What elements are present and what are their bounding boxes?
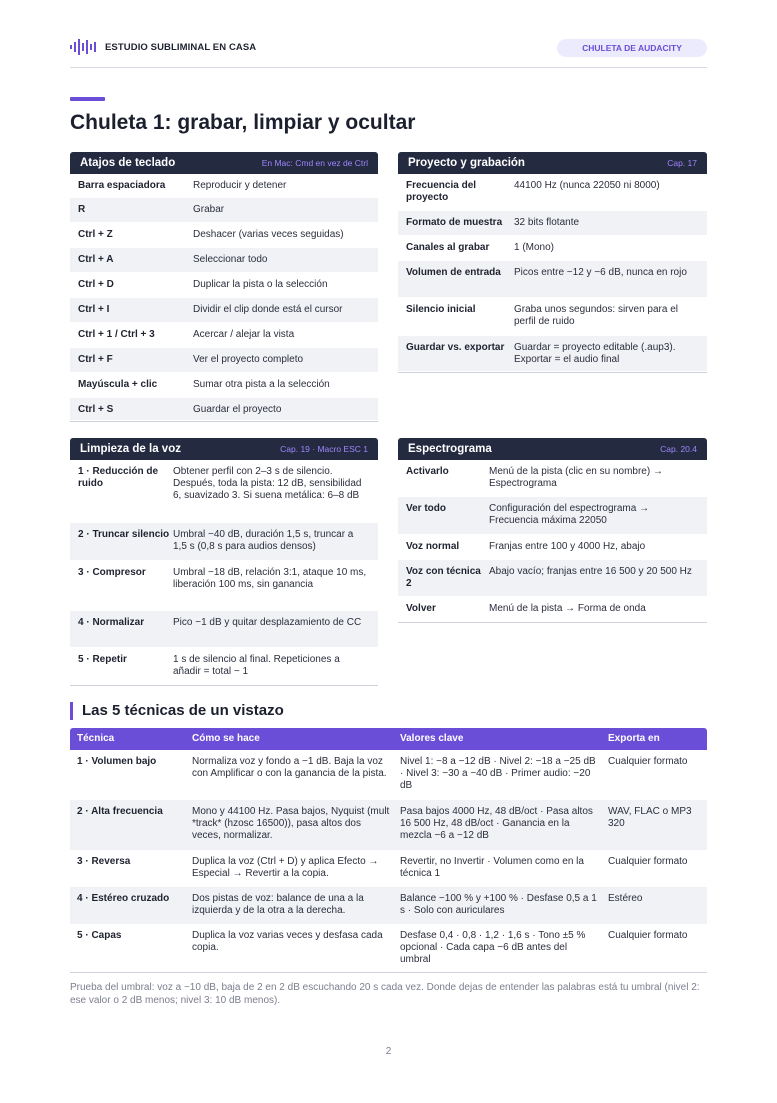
row-key: Ver todo (406, 503, 447, 514)
technique-export: Cualquier formato (608, 856, 688, 867)
technique-how: Mono y 44100 Hz. Pasa bajos, Nyquist (mult *track* (hzosc 16500)), pasa altos dos veces, normalizar. (192, 806, 390, 841)
table-row (398, 497, 707, 535)
spectrogram-box (398, 438, 707, 623)
page-number: 2 (385, 1046, 392, 1057)
table-row (398, 336, 707, 372)
technique-export: Estéreo (608, 893, 643, 904)
table-row (398, 298, 707, 336)
table-row (70, 348, 378, 373)
row-value: 1 s de silencio al final. Repeticiones a añadir = total − 1 (173, 654, 340, 677)
table-row (70, 174, 378, 198)
column-header: Técnica (77, 733, 115, 744)
table-row (70, 323, 378, 348)
table-row (398, 460, 707, 497)
technique-name: 3 · Reversa (77, 856, 131, 867)
row-key: Guardar vs. exportar (406, 342, 505, 353)
shortcuts-note: En Mac: Cmd en vez de Ctrl (261, 158, 368, 168)
page-title: Chuleta 1: grabar, limpiar y ocultar (70, 111, 416, 134)
table-row (70, 223, 378, 248)
table-row (398, 211, 707, 236)
shortcuts-box (70, 152, 378, 422)
row-key: 3 · Compresor (78, 567, 146, 578)
row-value: Franjas entre 100 y 4000 Hz, abajo (489, 541, 646, 552)
shortcuts-header (70, 152, 378, 174)
row-value: 44100 Hz (nunca 22050 ni 8000) (514, 180, 660, 191)
row-value: Menú de la pista → Forma de onda (489, 603, 646, 614)
table-bottom-rule (398, 372, 707, 373)
row-key: Ctrl + D (78, 279, 114, 290)
techniques-section-title: Las 5 técnicas de un vistazo (70, 702, 284, 720)
table-row (70, 850, 707, 887)
title-accent-bar (70, 97, 105, 101)
row-value: 1 (Mono) (514, 242, 555, 253)
technique-how: Normaliza voz y fondo a −1 dB. Baja la voz con Amplificar o con la ganancia de la pista. (192, 756, 387, 779)
row-value: Pico −1 dB y quitar desplazamiento de CC (173, 617, 362, 628)
row-value: Seleccionar todo (193, 254, 268, 265)
row-value: Grabar (193, 204, 225, 215)
page-header (70, 38, 707, 68)
technique-export: WAV, FLAC o MP3 320 (608, 806, 692, 829)
table-bottom-rule (70, 972, 707, 973)
technique-name: 2 · Alta frecuencia (77, 806, 163, 817)
row-value: Configuración del espectrograma → Frecuencia máxima 22050 (489, 503, 650, 526)
column-header: Exporta en (608, 733, 660, 744)
row-key: Ctrl + 1 / Ctrl + 3 (78, 329, 155, 340)
table-row (398, 597, 707, 622)
row-value: Abajo vacío; franjas entre 16 500 y 20 500 Hz (489, 566, 692, 577)
row-key: Ctrl + S (78, 404, 114, 415)
brand-logo (70, 39, 256, 55)
cleanup-box (70, 438, 378, 686)
row-value: Umbral −40 dB, duración 1,5 s, truncar a 1,5 s (0,8 s para audios densos) (173, 529, 354, 552)
row-key: Barra espaciadora (78, 180, 166, 191)
table-row (398, 560, 707, 597)
techniques-table (70, 728, 707, 973)
project-header (398, 152, 707, 174)
technique-name: 5 · Capas (77, 930, 122, 941)
table-row (70, 800, 707, 850)
row-key: Formato de muestra (406, 217, 503, 228)
row-value: 32 bits flotante (514, 217, 580, 228)
table-row (70, 611, 378, 648)
row-value: Picos entre −12 y −6 dB, nunca en rojo (514, 267, 687, 278)
row-key: Activarlo (406, 466, 449, 477)
row-key: Frecuencia del proyecto (406, 180, 477, 203)
row-key: Ctrl + A (78, 254, 114, 265)
spectrogram-header (398, 438, 707, 460)
technique-values: Revertir, no Invertir · Volumen como en la técnica 1 (400, 856, 584, 879)
technique-how: Duplica la voz varias veces y desfasa cada copia. (192, 930, 383, 953)
row-key: Voz normal (406, 541, 460, 552)
table-row (70, 924, 707, 972)
row-key: Ctrl + I (78, 304, 110, 315)
row-key: Mayúscula + clic (78, 379, 158, 390)
brand-name: ESTUDIO SUBLIMINAL EN CASA (105, 41, 257, 53)
row-key: Canales al grabar (406, 242, 490, 253)
project-note: Cap. 17 (667, 158, 697, 168)
row-key: Volver (406, 603, 436, 614)
table-row (70, 248, 378, 273)
technique-export: Cualquier formato (608, 756, 688, 767)
table-row (70, 398, 378, 421)
table-row (70, 523, 378, 561)
waveform-icon (70, 39, 98, 55)
row-key: R (78, 204, 86, 215)
row-value: Ver el proyecto completo (193, 354, 304, 365)
table-row (70, 198, 378, 223)
table-row (70, 273, 378, 298)
row-key: 2 · Truncar silencio (78, 529, 170, 540)
row-key: 1 · Reducción de ruido (78, 466, 159, 489)
row-value: Umbral −18 dB, relación 3:1, ataque 10 ms, liberación 100 ms, sin ganancia (173, 567, 367, 590)
row-key: Ctrl + Z (78, 229, 113, 240)
project-title: Proyecto y grabación (408, 157, 525, 169)
project-box (398, 152, 707, 373)
row-value: Guardar = proyecto editable (.aup3). Exportar = el audio final (514, 342, 676, 365)
cleanup-note: Cap. 19 · Macro ESC 1 (280, 444, 368, 454)
row-key: 5 · Repetir (78, 654, 127, 665)
threshold-footnote: Prueba del umbral: voz a −10 dB, baja de 2 en 2 dB escuchando 20 s cada vez. Donde dejas de entender las palabras está tu umbral (nivel 2: ese valor o 2 dB menos; nivel 3: 10 dB menos). (70, 982, 700, 1006)
row-value: Reproducir y detener (193, 180, 287, 191)
row-value: Dividir el clip donde está el cursor (193, 304, 343, 315)
spectrogram-title: Espectrograma (408, 443, 492, 455)
row-key: 4 · Normalizar (78, 617, 145, 628)
table-row (398, 174, 707, 211)
cleanup-header (70, 438, 378, 460)
table-row (70, 887, 707, 924)
techniques-table-header (70, 728, 707, 750)
row-value: Guardar el proyecto (193, 404, 282, 415)
row-value: Obtener perfil con 2–3 s de silencio. Después, toda la pista: 12 dB, sensibilidad 6, suavizado 3. Si suena metálica: 6–8 dB (173, 466, 362, 501)
table-row (70, 561, 378, 611)
technique-values: Pasa bajos 4000 Hz, 48 dB/oct · Pasa altos 16 500 Hz, 48 dB/oct · Ganancia en la mezcla −6 a −12 dB (400, 806, 593, 841)
table-row (70, 373, 378, 398)
cleanup-title: Limpieza de la voz (80, 443, 181, 455)
technique-how: Duplica la voz (Ctrl + D) y aplica Efecto → Especial → Revertir a la copia. (192, 856, 379, 879)
table-row (70, 648, 378, 685)
row-value: Duplicar la pista o la selección (193, 279, 328, 290)
table-row (70, 460, 378, 523)
table-bottom-rule (398, 622, 707, 623)
table-bottom-rule (70, 421, 378, 422)
header-badge: CHULETA DE AUDACITY (557, 39, 707, 57)
technique-values: Balance −100 % y +100 % · Desfase 0,5 a 1 s · Solo con auriculares (400, 893, 597, 916)
shortcuts-title: Atajos de teclado (80, 157, 176, 169)
technique-name: 1 · Volumen bajo (77, 756, 157, 767)
row-value: Sumar otra pista a la selección (193, 379, 330, 390)
column-header: Cómo se hace (192, 733, 260, 744)
technique-values: Nivel 1: −8 a −12 dB · Nivel 2: −18 a −25 dB · Nivel 3: −30 a −40 dB · Primer audio: −20 dB (400, 756, 596, 791)
row-value: Graba unos segundos: sirven para el perfil de ruido (514, 304, 678, 327)
table-row (398, 261, 707, 298)
row-key: Ctrl + F (78, 354, 113, 365)
table-bottom-rule (70, 685, 378, 686)
row-key: Volumen de entrada (406, 267, 501, 278)
row-key: Voz con técnica 2 (406, 566, 481, 589)
technique-values: Desfase 0,4 · 0,8 · 1,2 · 1,6 s · Tono ±5 % opcional · Cada capa −6 dB antes del umbral (400, 930, 586, 965)
row-value: Acercar / alejar la vista (193, 329, 295, 340)
table-row (398, 535, 707, 560)
table-row (398, 236, 707, 261)
row-key: Silencio inicial (406, 304, 476, 315)
table-row (70, 750, 707, 800)
column-header: Valores clave (400, 733, 464, 744)
technique-export: Cualquier formato (608, 930, 688, 941)
spectrogram-note: Cap. 20.4 (660, 444, 697, 454)
row-value: Menú de la pista (clic en su nombre) → Espectrograma (489, 466, 663, 489)
technique-name: 4 · Estéreo cruzado (77, 893, 170, 904)
technique-how: Dos pistas de voz: balance de una a la izquierda y de la otra a la derecha. (192, 893, 364, 916)
table-row (70, 298, 378, 323)
row-value: Deshacer (varias veces seguidas) (193, 229, 344, 240)
